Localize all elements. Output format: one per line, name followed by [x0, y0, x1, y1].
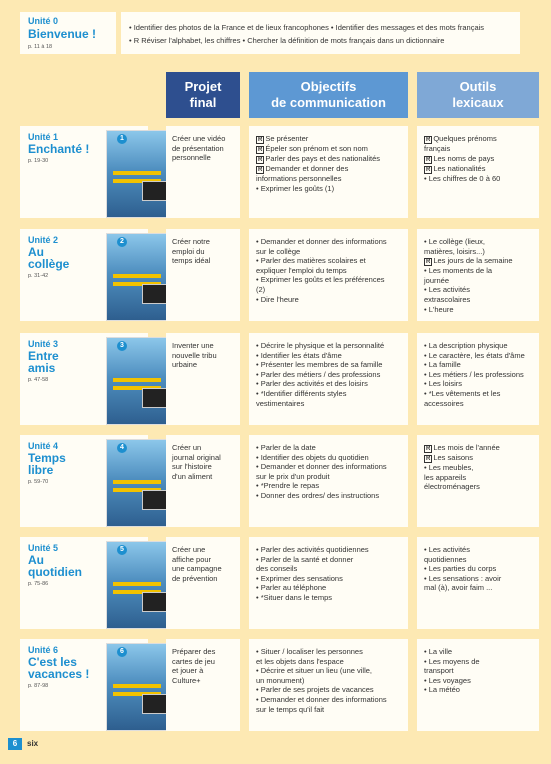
- revision-r-icon: R: [426, 156, 431, 163]
- objectif-item: (2): [256, 284, 266, 294]
- unit-card: [20, 537, 148, 629]
- objectif-item: vestimentaires: [256, 398, 305, 408]
- cover-strip: [113, 378, 161, 382]
- projet-text: [172, 443, 221, 481]
- cover-strip: [113, 480, 161, 484]
- outil-item: • Les loisirs: [424, 379, 463, 389]
- unit0-line1: • Identifier des photos de la France et de lieux francophones • Identifier des messages et des mots français: [129, 23, 485, 32]
- objectif-item: R Parler des pays et des nationalités: [258, 154, 380, 163]
- projet-line: de prévention: [172, 573, 218, 583]
- revision-r-icon: R: [426, 456, 431, 462]
- unit-card: [20, 435, 148, 527]
- projet-line: et jouer à: [172, 666, 204, 675]
- projet-line: affiche pour: [172, 554, 212, 564]
- outil-item: transport: [424, 666, 454, 676]
- outils-list: [424, 237, 535, 314]
- header-outils-line1: Outils: [459, 79, 497, 94]
- page-number-word: six: [27, 739, 39, 748]
- header-objectifs-line1: Objectifs: [300, 79, 357, 94]
- projet-final-cell: [166, 126, 240, 218]
- outil-item: R Quelques prénoms: [426, 134, 497, 143]
- objectif-item: • *Identifier différents styles: [256, 388, 347, 398]
- unit-number: Unité 1: [28, 132, 59, 142]
- revision-r-icon: R: [426, 446, 431, 452]
- outil-item: • Le caractère, les états d'âme: [424, 350, 525, 360]
- unit0-box: [20, 12, 116, 54]
- outils-list: [424, 134, 535, 183]
- outil-item: • La météo: [424, 685, 460, 695]
- outil-item: électroménagers: [424, 482, 480, 492]
- outil-item: • Le collège (lieux,: [424, 237, 485, 246]
- unit-card: [20, 229, 148, 321]
- projet-text: [172, 341, 217, 370]
- header-objectifs-line2: de communication: [271, 95, 386, 110]
- cover-strip: [113, 684, 161, 688]
- objectif-item: • Décrire et situer un lieu (une ville,: [256, 666, 373, 676]
- projet-text: [172, 237, 210, 266]
- projet-line: d'un aliment: [172, 471, 213, 481]
- unit-pages: p. 59-70: [28, 479, 49, 485]
- objectifs-cell: [249, 537, 408, 629]
- outil-item: • Les parties du corps: [424, 564, 497, 574]
- projet-line: Créer une: [172, 545, 206, 554]
- outil-item: quotidiennes: [424, 554, 467, 564]
- objectifs-list: [256, 545, 404, 603]
- objectif-item: • Décrire le physique et la personnalité: [256, 341, 385, 350]
- outil-item: matières, loisirs...): [424, 246, 485, 256]
- outil-item: • Les voyages: [424, 675, 471, 685]
- outil-item: • Les sensations : avoir: [424, 573, 502, 583]
- unit0-pages: p. 11 à 18: [28, 44, 53, 50]
- projet-line: Préparer des: [172, 647, 216, 656]
- unit-title: Temps: [28, 451, 66, 465]
- unit-title: C'est les: [28, 655, 77, 669]
- unit-cover-image: [106, 233, 168, 321]
- outil-item: • Les métiers / les professions: [424, 369, 524, 379]
- objectif-item: • Exprimer des sensations: [256, 573, 343, 583]
- outil-item: extrascolaires: [424, 294, 471, 304]
- outil-item: R Les noms de pays: [426, 153, 495, 163]
- outils-cell: [417, 639, 539, 731]
- objectifs-list: [256, 134, 404, 193]
- revision-r-icon: R: [426, 259, 431, 266]
- unit-title: Entre: [28, 349, 59, 363]
- header-projet-final: [166, 72, 240, 118]
- projet-text: [172, 134, 225, 163]
- outil-item: • L'heure: [424, 304, 454, 314]
- outil-item: R Les jours de la semaine: [426, 256, 513, 266]
- unit-cover-image: [106, 541, 168, 629]
- objectif-item: • Parler des activités et des loisirs: [256, 379, 368, 389]
- projet-line: urbaine: [172, 360, 198, 369]
- page-number-badge: 6: [8, 738, 22, 750]
- objectifs-cell: [249, 435, 408, 527]
- unit0-title: Bienvenue !: [28, 27, 97, 41]
- objectifs-list: [256, 647, 404, 714]
- objectif-item: et les objets dans l'espace: [256, 656, 344, 666]
- unit-pages: p. 31-42: [28, 273, 49, 279]
- objectif-item: sur le collège: [256, 246, 301, 256]
- objectif-item: • Situer / localiser les personnes: [256, 647, 363, 656]
- outil-item: les appareils: [424, 472, 467, 482]
- projet-text: [172, 647, 215, 685]
- outils-cell: [417, 229, 539, 321]
- unit-badge: 3: [117, 341, 127, 351]
- objectif-item: • Demander et donner des informations: [256, 694, 387, 704]
- revision-r-icon: R: [258, 137, 263, 143]
- unit-title: collège: [28, 257, 70, 271]
- unit-number: Unité 5: [28, 543, 59, 553]
- outils-cell: [417, 435, 539, 527]
- unit-badge: 1: [117, 134, 127, 144]
- unit-badge: 5: [117, 545, 127, 555]
- unit-title: quotidien: [28, 565, 82, 579]
- objectif-item: • Exprimer les goûts et les préférences: [256, 275, 385, 285]
- unit-badge: 4: [117, 443, 127, 453]
- unit0-line2: • R Réviser l'alphabet, les chiffres • Chercher la définition de mots français dans un dictionnaire: [129, 36, 445, 45]
- unit-cover-image: [106, 643, 168, 731]
- unit-title: Au: [28, 245, 44, 259]
- unit-title: Enchanté !: [28, 142, 90, 156]
- unit-card: [20, 333, 148, 425]
- header-outils-line2: lexicaux: [452, 95, 504, 110]
- unit-number: Unité 6: [28, 645, 59, 655]
- header-outils-lexicaux: [417, 72, 539, 118]
- unit-title: Au: [28, 553, 44, 567]
- unit-pages: p. 47-58: [28, 377, 49, 383]
- objectif-item: • Parler de ses projets de vacances: [256, 685, 374, 695]
- unit-pages: p. 75-86: [28, 581, 49, 587]
- unit-cover-image: [106, 337, 168, 425]
- objectifs-cell: [249, 229, 408, 321]
- projet-line: Créer un: [172, 443, 202, 452]
- objectif-item: • Dire l'heure: [256, 294, 299, 304]
- objectif-item: un monument): [256, 675, 305, 685]
- outil-item: R Les mois de l'année: [426, 443, 500, 452]
- objectif-item: sur le prix d'un produit: [256, 471, 330, 481]
- objectifs-cell: [249, 639, 408, 731]
- revision-r-icon: R: [426, 137, 431, 143]
- projet-line: emploi du: [172, 246, 205, 256]
- outil-item: R Les nationalités: [426, 163, 486, 173]
- objectif-item: informations personnelles: [256, 174, 342, 183]
- objectifs-list: [256, 237, 404, 304]
- unit-number: Unité 3: [28, 339, 59, 349]
- unit-title: vacances !: [28, 667, 90, 681]
- outil-item: • *Les vêtements et les: [424, 388, 501, 398]
- objectif-item: • Parler des métiers / des professions: [256, 369, 381, 379]
- header-projet-line2: final: [189, 95, 217, 110]
- projet-line: journal original: [172, 452, 221, 462]
- objectif-item: • *Prendre le repas: [256, 481, 320, 491]
- outils-list: [424, 647, 535, 695]
- objectif-item: expliquer l'emploi du temps: [256, 265, 347, 275]
- objectif-item: R Se présenter: [258, 134, 309, 143]
- unit-pages: p. 19-30: [28, 158, 49, 164]
- cover-strip: [113, 171, 161, 175]
- objectif-item: • Parler de la santé et donner: [256, 554, 354, 564]
- outils-list: [424, 443, 535, 492]
- projet-line: Créer notre: [172, 237, 210, 246]
- unit-number: Unité 4: [28, 441, 59, 451]
- projet-line: sur l'histoire: [172, 462, 212, 471]
- outil-item: • Les chiffres de 0 à 60: [424, 173, 501, 183]
- outil-item: accessoires: [424, 398, 464, 408]
- projet-final-cell: [166, 333, 240, 425]
- unit-number: Unité 2: [28, 235, 59, 245]
- projet-final-cell: [166, 639, 240, 731]
- unit-title: amis: [28, 361, 56, 375]
- objectif-item: R Épeler son prénom et son nom: [258, 144, 368, 153]
- projet-text: [172, 545, 222, 583]
- outil-item: • Les meubles,: [424, 463, 474, 472]
- objectif-item: • Identifier des objets du quotidien: [256, 452, 369, 462]
- objectif-item: • Demander et donner des informations: [256, 462, 387, 472]
- unit0-number: Unité 0: [28, 16, 59, 26]
- objectif-item: • Parler des matières scolaires et: [256, 256, 366, 266]
- projet-final-cell: [166, 435, 240, 527]
- unit-pages: p. 87-98: [28, 683, 49, 689]
- projet-line: de présentation: [172, 143, 224, 153]
- objectif-item: sur le temps qu'il fait: [256, 704, 325, 714]
- unit-card: [20, 126, 148, 218]
- objectif-item: R Demander et donner des: [258, 164, 349, 173]
- objectif-item: • Identifier les états d'âme: [256, 350, 342, 360]
- objectifs-list: [256, 443, 404, 501]
- projet-line: cartes de jeu: [172, 656, 215, 666]
- outils-list: [424, 341, 535, 408]
- projet-line: Inventer une: [172, 341, 214, 350]
- objectif-item: • Demander et donner des informations: [256, 237, 387, 246]
- outil-item: français: [424, 144, 451, 153]
- projet-line: temps idéal: [172, 256, 211, 265]
- objectif-item: • Donner des ordres/ des instructions: [256, 490, 380, 500]
- projet-line: Culture+: [172, 675, 201, 685]
- unit0-objectives: [121, 12, 520, 54]
- unit-title: libre: [28, 463, 54, 477]
- projet-line: une campagne: [172, 564, 222, 573]
- outils-list: [424, 545, 535, 593]
- header-projet-line1: Projet: [184, 79, 222, 94]
- outils-cell: [417, 537, 539, 629]
- objectif-item: • *Situer dans le temps: [256, 592, 332, 602]
- outil-item: • La famille: [424, 360, 461, 370]
- outil-item: journée: [424, 275, 450, 285]
- outil-item: • Les moments de la: [424, 266, 493, 276]
- header-objectifs: [249, 72, 408, 118]
- outil-item: • Les activités: [424, 285, 470, 295]
- cover-strip: [113, 582, 161, 586]
- revision-r-icon: R: [258, 147, 263, 153]
- unit-badge: 2: [117, 237, 127, 247]
- unit-cover-image: [106, 439, 168, 527]
- revision-r-icon: R: [258, 167, 263, 173]
- projet-line: Créer une vidéo: [172, 134, 226, 143]
- projet-line: nouvelle tribu: [172, 350, 217, 360]
- unit-badge: 6: [117, 647, 127, 657]
- revision-r-icon: R: [258, 157, 263, 163]
- objectif-item: des conseils: [256, 564, 298, 574]
- outil-item: mal (à), avoir faim ...: [424, 583, 493, 593]
- objectifs-cell: [249, 126, 408, 218]
- outils-cell: [417, 126, 539, 218]
- outil-item: R Les saisons: [426, 453, 473, 462]
- objectif-item: • Parler au téléphone: [256, 583, 327, 593]
- objectif-item: • Exprimer les goûts (1): [256, 183, 335, 193]
- objectif-item: • Présenter les membres de sa famille: [256, 360, 383, 370]
- unit-card: [20, 639, 148, 731]
- objectif-item: • Parler de la date: [256, 443, 316, 452]
- outil-item: • Les activités: [424, 545, 470, 554]
- projet-final-cell: [166, 229, 240, 321]
- objectifs-list: [256, 341, 404, 408]
- outil-item: • Les moyens de: [424, 656, 480, 666]
- projet-final-cell: [166, 537, 240, 629]
- unit-cover-image: [106, 130, 168, 218]
- cover-strip: [113, 274, 161, 278]
- outil-item: • La description physique: [424, 341, 508, 350]
- revision-r-icon: R: [426, 166, 431, 173]
- objectifs-cell: [249, 333, 408, 425]
- outil-item: • La ville: [424, 647, 453, 656]
- projet-line: personnelle: [172, 153, 211, 162]
- objectif-item: • Parler des activités quotidiennes: [256, 545, 369, 554]
- outils-cell: [417, 333, 539, 425]
